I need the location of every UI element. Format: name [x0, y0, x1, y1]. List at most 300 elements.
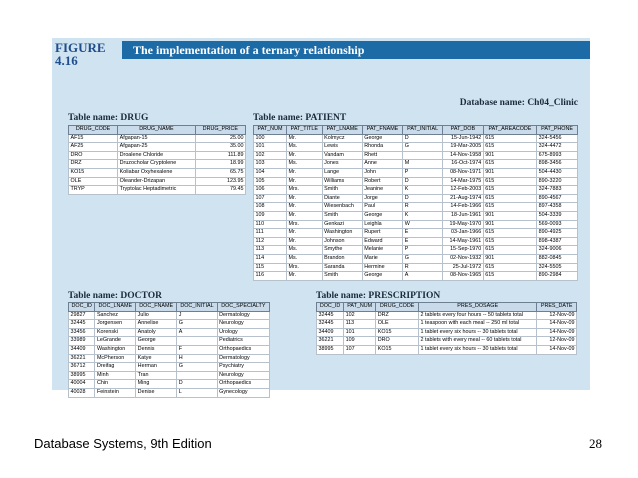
- table-row: [254, 151, 578, 160]
- doctor-table-caption: Table name: DOCTOR: [68, 291, 162, 301]
- table-row: [69, 168, 246, 177]
- table-row: [69, 143, 246, 152]
- table-cell: G: [403, 254, 443, 263]
- table-cell: Rhonda: [362, 143, 402, 152]
- patient-table: [253, 125, 578, 281]
- table-cell: 16-Oct-1974: [443, 160, 484, 169]
- table-cell: Mr.: [286, 151, 322, 160]
- table-cell: Denise: [136, 388, 177, 397]
- table-cell: Annelise: [136, 320, 177, 329]
- table-cell: Orthopaedics: [217, 380, 269, 389]
- database-name: Database name: Ch04_Clinic: [459, 98, 578, 108]
- table-cell: 115: [254, 263, 287, 272]
- table-cell: DRZ: [376, 311, 419, 320]
- table-cell: 25-Jul-1972: [443, 263, 484, 272]
- table-cell: 12-Nov-09: [537, 337, 577, 346]
- table-cell: Neurology: [217, 371, 269, 380]
- table-cell: 101: [254, 143, 287, 152]
- table-cell: 14-Nov-1958: [443, 151, 484, 160]
- table-cell: P: [403, 168, 443, 177]
- table-cell: 897-4358: [537, 203, 578, 212]
- table-row: [254, 134, 578, 143]
- table-row: [69, 371, 270, 380]
- table-cell: Ms.: [286, 143, 322, 152]
- table-cell: Genkazi: [322, 220, 362, 229]
- table-cell: 36221: [317, 337, 344, 346]
- table-cell: 25.00: [195, 134, 245, 143]
- table-row: [254, 211, 578, 220]
- table-cell: 2 tablets with every meal -- 60 tablets total: [419, 337, 537, 346]
- table-cell: Dermatology: [217, 311, 269, 320]
- table-cell: 898-4387: [537, 237, 578, 246]
- table-cell: W: [403, 220, 443, 229]
- table-cell: George: [362, 211, 402, 220]
- table-cell: 106: [254, 186, 287, 195]
- table-cell: Orthopaedics: [217, 345, 269, 354]
- table-cell: 2 tablets every four hours -- 50 tablets total: [419, 311, 537, 320]
- table-cell: AF15: [69, 134, 118, 143]
- table-cell: 898-3456: [537, 160, 578, 169]
- figure-label: [55, 41, 115, 67]
- table-cell: KO15: [376, 328, 419, 337]
- column-header: PRES_DATE: [537, 303, 577, 312]
- table-cell: Afgapan-25: [118, 143, 196, 152]
- table-cell: M: [403, 160, 443, 169]
- table-cell: 112: [254, 237, 287, 246]
- table-cell: 1 tablet every six hours -- 30 tablets total: [419, 328, 537, 337]
- table-cell: 02-Nov-1932: [443, 254, 484, 263]
- table-cell: 35.00: [195, 143, 245, 152]
- table-cell: Sanchez: [95, 311, 136, 320]
- table-row: [254, 263, 578, 272]
- table-cell: Hermine: [362, 263, 402, 272]
- table-cell: Dennis: [136, 345, 177, 354]
- table-cell: Ms.: [286, 246, 322, 255]
- table-cell: Mrs.: [286, 186, 322, 195]
- table-row: [69, 134, 246, 143]
- table-cell: Diante: [322, 194, 362, 203]
- table-cell: Melanie: [362, 246, 402, 255]
- table-cell: Neurology: [217, 320, 269, 329]
- table-cell: 08-Nov-1971: [443, 168, 484, 177]
- table-cell: P: [403, 246, 443, 255]
- column-header: DOC_ID: [317, 303, 344, 312]
- table-cell: Ming: [136, 380, 177, 389]
- table-row: [69, 177, 246, 186]
- table-cell: 890-3220: [537, 177, 578, 186]
- page-number: 28: [589, 436, 602, 451]
- table-row: [254, 177, 578, 186]
- table-cell: 102: [344, 311, 376, 320]
- table-cell: OLE: [69, 177, 118, 186]
- table-cell: Edward: [362, 237, 402, 246]
- figure-title: The implementation of a ternary relationship: [133, 43, 365, 57]
- column-header: DRUG_PRICE: [195, 126, 245, 135]
- table-cell: 08-Nov-1965: [443, 272, 484, 281]
- table-cell: 101: [344, 328, 376, 337]
- table-cell: Smythe: [322, 246, 362, 255]
- table-cell: 38995: [69, 371, 95, 380]
- table-cell: 18.99: [195, 160, 245, 169]
- table-cell: 15-Jun-1942: [443, 134, 484, 143]
- table-cell: Smith: [322, 272, 362, 281]
- table-cell: [177, 371, 217, 380]
- table-cell: Jorgensen: [95, 320, 136, 329]
- table-cell: 32445: [317, 320, 344, 329]
- table-cell: 615: [483, 194, 536, 203]
- table-cell: 615: [483, 177, 536, 186]
- column-header: DRUG_NAME: [118, 126, 196, 135]
- table-row: [254, 186, 578, 195]
- table-cell: Julio: [136, 311, 177, 320]
- table-cell: Leighla: [362, 220, 402, 229]
- table-cell: 615: [483, 186, 536, 195]
- table-cell: 38995: [317, 345, 344, 354]
- table-cell: K: [403, 186, 443, 195]
- table-cell: DRO: [376, 337, 419, 346]
- table-cell: Ms.: [286, 160, 322, 169]
- table-cell: Mr.: [286, 211, 322, 220]
- table-cell: Tryptolac Heptadimetric: [118, 186, 196, 195]
- table-cell: Katye: [136, 354, 177, 363]
- table-row: [254, 160, 578, 169]
- table-cell: K: [403, 211, 443, 220]
- table-cell: Urology: [217, 328, 269, 337]
- table-cell: 32445: [317, 311, 344, 320]
- table-cell: 36221: [69, 354, 95, 363]
- table-cell: Mr.: [286, 168, 322, 177]
- table-cell: 108: [254, 203, 287, 212]
- figure-number: 4.16: [55, 53, 78, 68]
- table-row: [317, 337, 577, 346]
- table-cell: KO15: [376, 345, 419, 354]
- table-row: [254, 237, 578, 246]
- table-cell: 615: [483, 203, 536, 212]
- table-row: [69, 354, 270, 363]
- column-header: PAT_TITLE: [286, 126, 322, 135]
- table-row: [69, 380, 270, 389]
- table-cell: 123.95: [195, 177, 245, 186]
- table-cell: 19-May-1970: [443, 220, 484, 229]
- table-cell: 32445: [69, 320, 95, 329]
- table-cell: Kolmycz: [322, 134, 362, 143]
- table-cell: 100: [254, 134, 287, 143]
- table-cell: 19-Mar-2005: [443, 143, 484, 152]
- table-row: [254, 246, 578, 255]
- table-cell: 21-Aug-1974: [443, 194, 484, 203]
- table-cell: 615: [483, 134, 536, 143]
- table-cell: 615: [483, 272, 536, 281]
- table-cell: D: [403, 177, 443, 186]
- column-header: PAT_NUM: [254, 126, 287, 135]
- table-cell: Mr.: [286, 203, 322, 212]
- table-cell: 324-9006: [537, 246, 578, 255]
- table-cell: 324-5456: [537, 134, 578, 143]
- column-header: PAT_AREACODE: [483, 126, 536, 135]
- table-cell: Robert: [362, 177, 402, 186]
- table-cell: 1 teaspoon with each meal -- 250 ml total: [419, 320, 537, 329]
- table-cell: Ms.: [286, 254, 322, 263]
- table-cell: 14-Nov-09: [537, 328, 577, 337]
- table-row: [69, 328, 270, 337]
- table-cell: Oleander-Drizapan: [118, 177, 196, 186]
- patient-table-caption: Table name: PATIENT: [253, 113, 347, 123]
- table-cell: Mr.: [286, 177, 322, 186]
- table-cell: 615: [483, 246, 536, 255]
- column-header: PAT_PHONE: [537, 126, 578, 135]
- table-cell: 36712: [69, 363, 95, 372]
- table-cell: 40004: [69, 380, 95, 389]
- table-cell: DRZ: [69, 160, 118, 169]
- table-row: [254, 203, 578, 212]
- table-cell: 65.75: [195, 168, 245, 177]
- column-header: PAT_NUM: [344, 303, 376, 312]
- table-row: [317, 320, 577, 329]
- table-cell: Mr.: [286, 272, 322, 281]
- table-cell: G: [177, 320, 217, 329]
- table-cell: 675-8993: [537, 151, 578, 160]
- figure-word: FIGURE: [55, 40, 106, 55]
- table-cell: Mrs.: [286, 220, 322, 229]
- table-row: [69, 160, 246, 169]
- table-cell: Jorge: [362, 194, 402, 203]
- table-cell: KO15: [69, 168, 118, 177]
- table-cell: J: [177, 311, 217, 320]
- footer-book-title: Database Systems, 9th Edition: [34, 436, 212, 451]
- table-cell: McPherson: [95, 354, 136, 363]
- table-cell: H: [177, 354, 217, 363]
- column-header: DRUG_CODE: [376, 303, 419, 312]
- table-cell: Williams: [322, 177, 362, 186]
- table-cell: [403, 151, 443, 160]
- doctor-table: [68, 302, 270, 398]
- table-row: [69, 186, 246, 195]
- table-cell: 1 tablet every six hours -- 30 tablets total: [419, 345, 537, 354]
- table-row: [254, 254, 578, 263]
- table-cell: Saranda: [322, 263, 362, 272]
- table-cell: 504-4430: [537, 168, 578, 177]
- table-cell: DRO: [69, 151, 118, 160]
- table-cell: Washington: [322, 229, 362, 238]
- column-header: PAT_FNAME: [362, 126, 402, 135]
- table-cell: Brandon: [322, 254, 362, 263]
- table-cell: 901: [483, 220, 536, 229]
- table-cell: 901: [483, 254, 536, 263]
- table-cell: 33456: [69, 328, 95, 337]
- table-cell: OLE: [376, 320, 419, 329]
- table-cell: George: [362, 134, 402, 143]
- table-cell: 33989: [69, 337, 95, 346]
- table-row: [69, 337, 270, 346]
- table-cell: Wiesenbach: [322, 203, 362, 212]
- table-cell: Washington: [95, 345, 136, 354]
- table-cell: Anne: [362, 160, 402, 169]
- table-cell: Tran: [136, 371, 177, 380]
- table-cell: 890-2984: [537, 272, 578, 281]
- table-cell: 14-Nov-09: [537, 320, 577, 329]
- column-header: DRUG_CODE: [69, 126, 118, 135]
- table-cell: Rupert: [362, 229, 402, 238]
- table-cell: Jones: [322, 160, 362, 169]
- table-cell: Jeanine: [362, 186, 402, 195]
- prescription-table: [316, 302, 577, 355]
- table-cell: 901: [483, 211, 536, 220]
- table-cell: 103: [254, 160, 287, 169]
- table-row: [254, 220, 578, 229]
- table-cell: 615: [483, 160, 536, 169]
- table-cell: Afgapan-15: [118, 134, 196, 143]
- table-cell: 615: [483, 263, 536, 272]
- table-cell: 116: [254, 272, 287, 281]
- table-cell: 113: [254, 246, 287, 255]
- table-cell: 890-4567: [537, 194, 578, 203]
- table-cell: G: [403, 143, 443, 152]
- drug-table-caption: Table name: DRUG: [68, 113, 149, 123]
- table-cell: Mrs.: [286, 263, 322, 272]
- table-row: [254, 272, 578, 281]
- table-cell: 12-Feb-2003: [443, 186, 484, 195]
- table-cell: 14-Nov-09: [537, 345, 577, 354]
- table-cell: Vandam: [322, 151, 362, 160]
- drug-table: [68, 125, 246, 195]
- table-row: [254, 168, 578, 177]
- table-row: [254, 143, 578, 152]
- column-header: DOC_SPECIALTY: [217, 303, 269, 312]
- table-cell: Lewis: [322, 143, 362, 152]
- table-cell: D: [403, 134, 443, 143]
- table-cell: 107: [254, 194, 287, 203]
- table-cell: 105: [254, 177, 287, 186]
- table-cell: 615: [483, 229, 536, 238]
- table-row: [254, 194, 578, 203]
- table-cell: George: [136, 337, 177, 346]
- table-cell: E: [403, 229, 443, 238]
- table-cell: 40028: [69, 388, 95, 397]
- column-header: DOC_LNAME: [95, 303, 136, 312]
- table-cell: 569-0093: [537, 220, 578, 229]
- column-header: DOC_INITIAL: [177, 303, 217, 312]
- table-cell: 882-0845: [537, 254, 578, 263]
- table-cell: 12-Nov-09: [537, 311, 577, 320]
- table-cell: 34409: [69, 345, 95, 354]
- table-cell: Mr.: [286, 229, 322, 238]
- column-header: DOC_FNAME: [136, 303, 177, 312]
- table-cell: 615: [483, 237, 536, 246]
- column-header: PAT_LNAME: [322, 126, 362, 135]
- table-cell: Smith: [322, 186, 362, 195]
- table-cell: 324-4472: [537, 143, 578, 152]
- column-header: PRES_DOSAGE: [419, 303, 537, 312]
- table-row: [69, 311, 270, 320]
- table-cell: 901: [483, 151, 536, 160]
- table-cell: Koliabar Oxyhexalene: [118, 168, 196, 177]
- table-cell: Johnson: [322, 237, 362, 246]
- table-cell: Smith: [322, 211, 362, 220]
- table-cell: AF25: [69, 143, 118, 152]
- table-cell: Paul: [362, 203, 402, 212]
- table-cell: Dreifag: [95, 363, 136, 372]
- table-cell: 324-7883: [537, 186, 578, 195]
- table-cell: George: [362, 272, 402, 281]
- table-cell: D: [177, 380, 217, 389]
- table-cell: 104: [254, 168, 287, 177]
- table-cell: Psychiatry: [217, 363, 269, 372]
- table-cell: TRYP: [69, 186, 118, 195]
- table-cell: 504-3339: [537, 211, 578, 220]
- table-cell: D: [403, 194, 443, 203]
- table-cell: 14-Feb-1966: [443, 203, 484, 212]
- table-cell: Gynecology: [217, 388, 269, 397]
- table-cell: 111: [254, 229, 287, 238]
- table-cell: Chin: [95, 380, 136, 389]
- table-cell: John: [362, 168, 402, 177]
- table-row: [69, 388, 270, 397]
- table-cell: 79.45: [195, 186, 245, 195]
- table-cell: Druzocholar Cryptolene: [118, 160, 196, 169]
- table-cell: 34409: [317, 328, 344, 337]
- table-row: [317, 311, 577, 320]
- table-cell: 107: [344, 345, 376, 354]
- table-cell: Mr.: [286, 134, 322, 143]
- table-cell: R: [403, 203, 443, 212]
- table-cell: R: [403, 263, 443, 272]
- table-cell: Dermatology: [217, 354, 269, 363]
- table-cell: Mr.: [286, 237, 322, 246]
- table-cell: Mr.: [286, 194, 322, 203]
- table-cell: 111.89: [195, 151, 245, 160]
- table-row: [69, 363, 270, 372]
- table-cell: 110: [254, 220, 287, 229]
- table-cell: Marie: [362, 254, 402, 263]
- table-cell: 18-Jun-1961: [443, 211, 484, 220]
- table-cell: 114: [254, 254, 287, 263]
- table-cell: 109: [344, 337, 376, 346]
- table-row: [69, 320, 270, 329]
- table-cell: Droalene Chloride: [118, 151, 196, 160]
- table-cell: 29827: [69, 311, 95, 320]
- column-header: PAT_DOB: [443, 126, 484, 135]
- table-cell: A: [403, 272, 443, 281]
- table-cell: Minh: [95, 371, 136, 380]
- table-cell: 15-Sep-1970: [443, 246, 484, 255]
- table-row: [69, 151, 246, 160]
- column-header: PAT_INITIAL: [403, 126, 443, 135]
- table-cell: [177, 337, 217, 346]
- table-cell: Herman: [136, 363, 177, 372]
- column-header: DOC_ID: [69, 303, 95, 312]
- table-cell: E: [403, 237, 443, 246]
- table-row: [69, 345, 270, 354]
- table-cell: 102: [254, 151, 287, 160]
- table-cell: Rhett: [362, 151, 402, 160]
- table-cell: 890-4925: [537, 229, 578, 238]
- table-cell: 615: [483, 143, 536, 152]
- table-row: [317, 345, 577, 354]
- table-cell: LeGrande: [95, 337, 136, 346]
- table-cell: G: [177, 363, 217, 372]
- table-cell: 901: [483, 168, 536, 177]
- table-row: [254, 229, 578, 238]
- table-cell: 14-Mar-1975: [443, 177, 484, 186]
- table-cell: Lange: [322, 168, 362, 177]
- table-cell: Anatoly: [136, 328, 177, 337]
- table-cell: 113: [344, 320, 376, 329]
- table-cell: Korenski: [95, 328, 136, 337]
- table-cell: Feinstein: [95, 388, 136, 397]
- table-cell: L: [177, 388, 217, 397]
- prescription-table-caption: Table name: PRESCRIPTION: [316, 291, 441, 301]
- table-row: [317, 328, 577, 337]
